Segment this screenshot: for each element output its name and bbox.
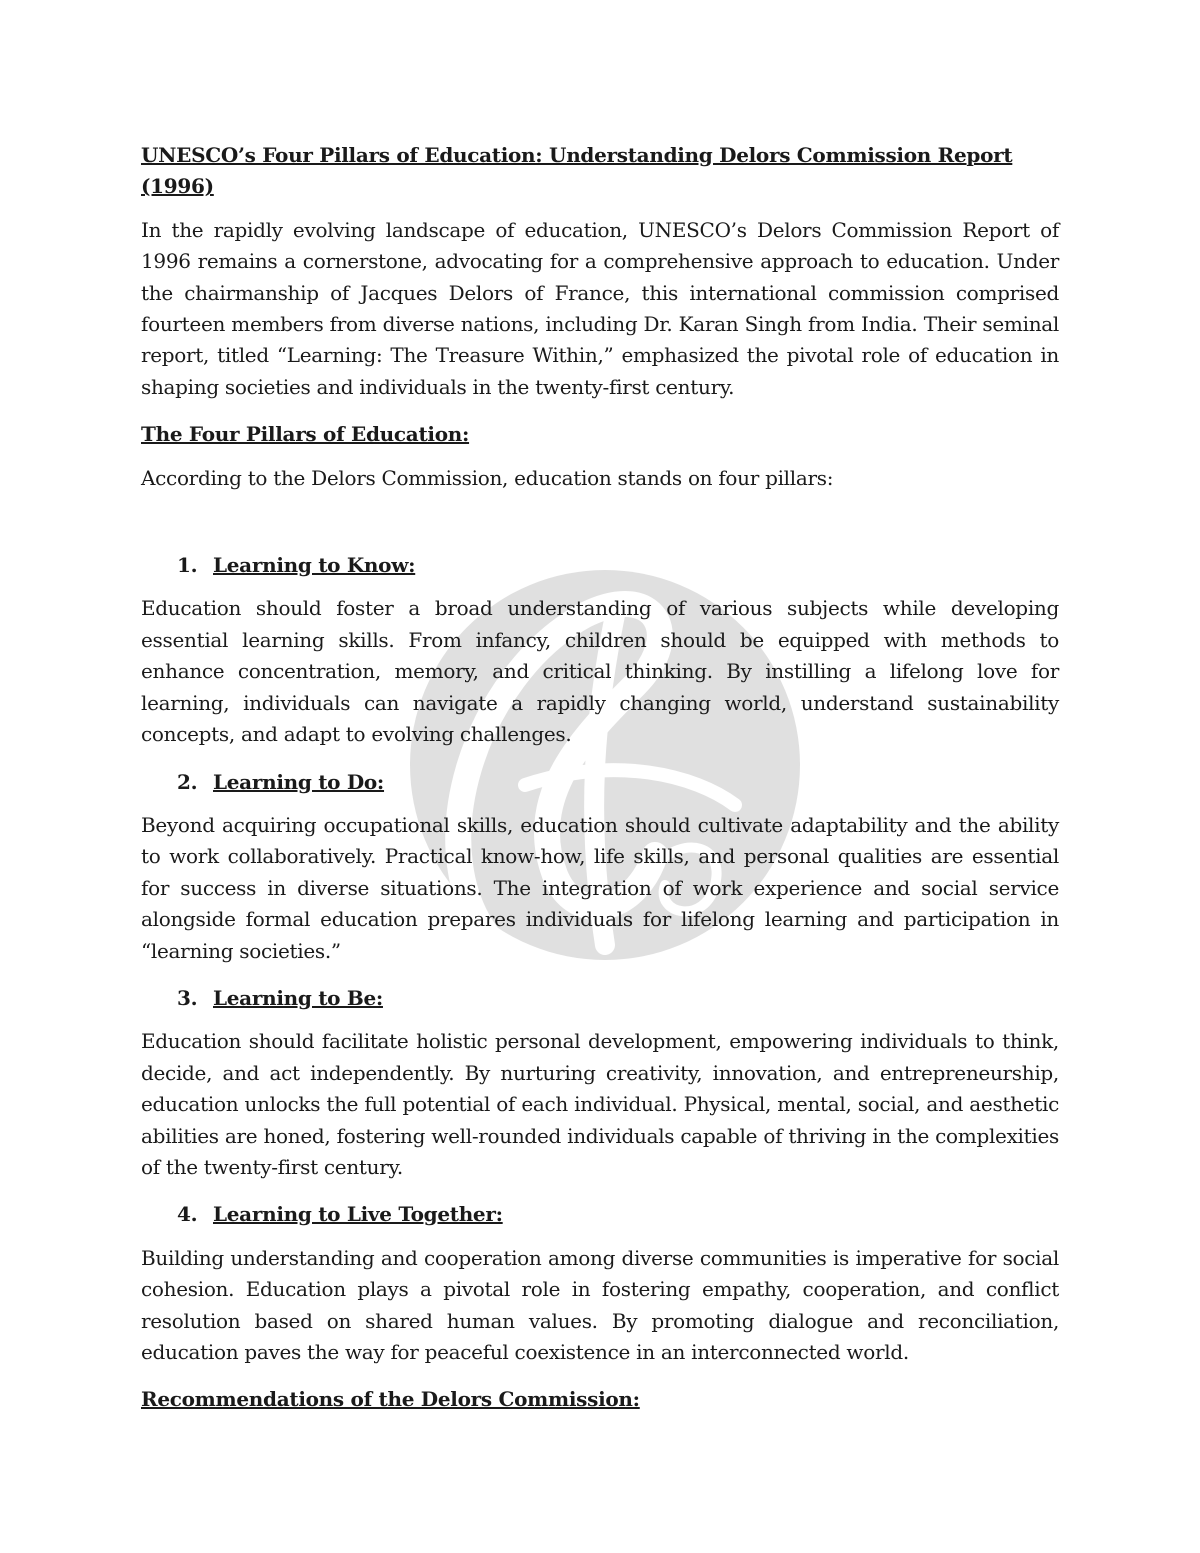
spacer [141, 510, 1059, 550]
pillar-body: Education should foster a broad understanding of various subjects while developing essential learning skills. From infancy, children should be equipped with methods to enhance concentration, memory, and critical thinking. By instilling a lifelong love for learning, individuals can navigate a rapidly changing world, understand sustainability concepts, and adapt to evolving challenges. [141, 596, 1059, 747]
pillar-title: Learning to Live Together: [213, 1202, 503, 1227]
pillar-heading [177, 983, 1059, 1014]
pillar-number: 3. [177, 985, 198, 1010]
document-page [141, 140, 1059, 1428]
pillar-number: 4. [177, 1202, 198, 1227]
pillar-title: Learning to Do: [213, 769, 385, 794]
pillar-number: 2. [177, 769, 198, 794]
pillars-heading: The Four Pillars of Education: [141, 422, 470, 447]
pillar-body: Beyond acquiring occupational skills, education should cultivate adaptability and the ability to work collaboratively. Practical know-how, life skills, and personal qualities are essential for success in diverse situations. The integration of work experience and social service alongside formal education prepares individuals for lifelong learning and participation in “learning societies.” [141, 812, 1059, 963]
pillar-heading [177, 1199, 1059, 1230]
recommendations-heading: Recommendations of the Delors Commission: [141, 1387, 640, 1412]
pillar-heading [177, 550, 1059, 581]
pillar-number: 1. [177, 553, 198, 578]
intro-paragraph: In the rapidly evolving landscape of education, UNESCO’s Delors Commission Report of 1996 remains a cornerstone, advocating for a comprehensive approach to education. Under the chairmanship of Jacques Delors of France, this international commission comprised fourteen members from diverse nations, including Dr. Karan Singh from India. Their seminal report, titled “Learning: The Treasure Within,” emphasized the pivotal role of education in shaping societies and individuals in the twenty-first century. [141, 217, 1059, 399]
pillar-body: Building understanding and cooperation among diverse communities is imperative for social cohesion. Education plays a pivotal role in fostering empathy, cooperation, and conflict resolution based on shared human values. By promoting dialogue and reconciliation, education paves the way for peaceful coexistence in an interconnected world. [141, 1245, 1059, 1364]
pillar-title: Learning to Be: [213, 985, 383, 1010]
pillar-heading [177, 767, 1059, 798]
pillar-body: Education should facilitate holistic personal development, empowering individuals to think, decide, and act independently. By nurturing creativity, innovation, and entrepreneurship, education unlocks the full potential of each individual. Physical, mental, social, and aesthetic abilities are honed, fostering well-rounded individuals capable of thriving in the complexities of the twenty-first century. [141, 1029, 1059, 1179]
document-title: UNESCO’s Four Pillars of Education: Understanding Delors Commission Report (1996) [141, 143, 1013, 199]
pillars-lead-paragraph: According to the Delors Commission, education stands on four pillars: [141, 465, 834, 490]
pillar-title: Learning to Know: [213, 553, 416, 578]
